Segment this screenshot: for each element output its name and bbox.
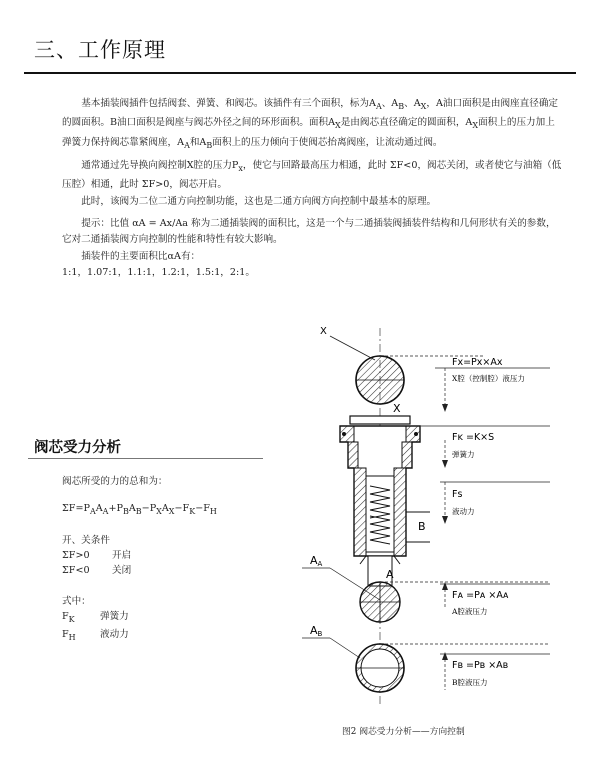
svg-text:X: X bbox=[393, 402, 401, 415]
title-divider bbox=[24, 72, 576, 74]
section-divider bbox=[28, 458, 263, 459]
force-sum-equation: $\Sigma F=P_AA_A+P_BA_B-P_XA_X-F_K-F_H$ bbox=[62, 503, 217, 516]
svg-text:Fx=Px×Ax: Fx=Px×Ax bbox=[452, 357, 503, 368]
label-ab bbox=[302, 624, 360, 658]
valve-cartridge bbox=[340, 402, 420, 586]
valve-force-diagram bbox=[280, 316, 580, 714]
svg-text:AA: AA bbox=[310, 554, 323, 568]
label-x-leader bbox=[330, 336, 375, 360]
section-title: 阀芯受力分析 bbox=[34, 440, 121, 456]
figure-caption: 图2 阀芯受力分析——方向控制 bbox=[342, 727, 465, 737]
force-fk bbox=[410, 426, 550, 468]
page-title: 三、工作原理 bbox=[34, 38, 166, 62]
intro-paragraph-1: 基本插装阀插件包括阀套、弹簧、和阀芯。该插件有三个面积，标为$A_A$、$A_B$、$A_X$，A油口面积是由阀座直径确定的圆面积。B油口面积是阀座与阀芯外径之间的环形面积。面积$A_X$是由阀芯直径确定的圆面积，$A_X$面积上的压力加上弹簧力保持阀芯靠紧阀座，$A_A$和$A_B$面积上的压力倾向于使阀芯抬离阀座，让流动通过阀。 bbox=[62, 98, 559, 150]
label-x: X bbox=[320, 326, 327, 337]
force-fa bbox=[380, 582, 550, 616]
svg-text:A腔液压力: A腔液压力 bbox=[452, 607, 488, 616]
force-fx bbox=[380, 356, 550, 412]
svg-text:Fs: Fs bbox=[452, 489, 463, 500]
a-chamber-circle bbox=[360, 582, 400, 622]
svg-text:B腔液压力: B腔液压力 bbox=[452, 678, 488, 687]
svg-text:Fᴀ =Pᴀ ×Aᴀ: Fᴀ =Pᴀ ×Aᴀ bbox=[452, 590, 509, 601]
force-fs bbox=[440, 482, 550, 524]
force-fb bbox=[380, 644, 550, 690]
port-b bbox=[406, 512, 430, 542]
svg-text:液动力: 液动力 bbox=[452, 507, 475, 516]
svg-text:AB: AB bbox=[310, 624, 323, 638]
intro-paragraph-3: 提示：比值 αA = Ax/Aa 称为二通插装阀的面积比，这是一个与二通插装阀插装件结构和几何形状有关的参数，它对二通插装阀方向控制的性能和特性有较大影响。 插装件的主要面积比αA有： 1:1，1.07:1，1.1:1，1.2:1，1.5:1，2:1。 bbox=[62, 218, 556, 279]
intro-paragraph-2: 通常通过先导换向阀控制X腔的压力$P_x$，使它与回路最高压力相通，此时 ΣF<0，阀芯关闭，或者使它与油箱（低压腔）相通，此时 ΣF>0，阀芯开启。 此时，该阀为二位二通方向控制功能，这也是二通方向阀方向控制中最基本的原理。 bbox=[62, 160, 562, 207]
svg-text:B: B bbox=[418, 520, 426, 533]
svg-text:Fᴋ =K×S: Fᴋ =K×S bbox=[452, 432, 495, 443]
svg-text:弹簧力: 弹簧力 bbox=[452, 450, 475, 459]
force-sum-lead: 阀芯所受的力的总和为： bbox=[62, 476, 168, 487]
b-annulus-circle bbox=[356, 644, 404, 692]
label-a: A bbox=[386, 568, 394, 581]
symbol-legend: 式中： $F_K$ 弹簧力 $F_H$ 液动力 bbox=[62, 596, 129, 642]
open-close-conditions: 开、关条件 ΣF>0 开启 ΣF<0 关闭 bbox=[62, 535, 132, 576]
svg-text:X腔（控制腔）液压力: X腔（控制腔）液压力 bbox=[452, 374, 525, 383]
svg-text:Fʙ =Pʙ ×Aʙ: Fʙ =Pʙ ×Aʙ bbox=[452, 660, 509, 671]
